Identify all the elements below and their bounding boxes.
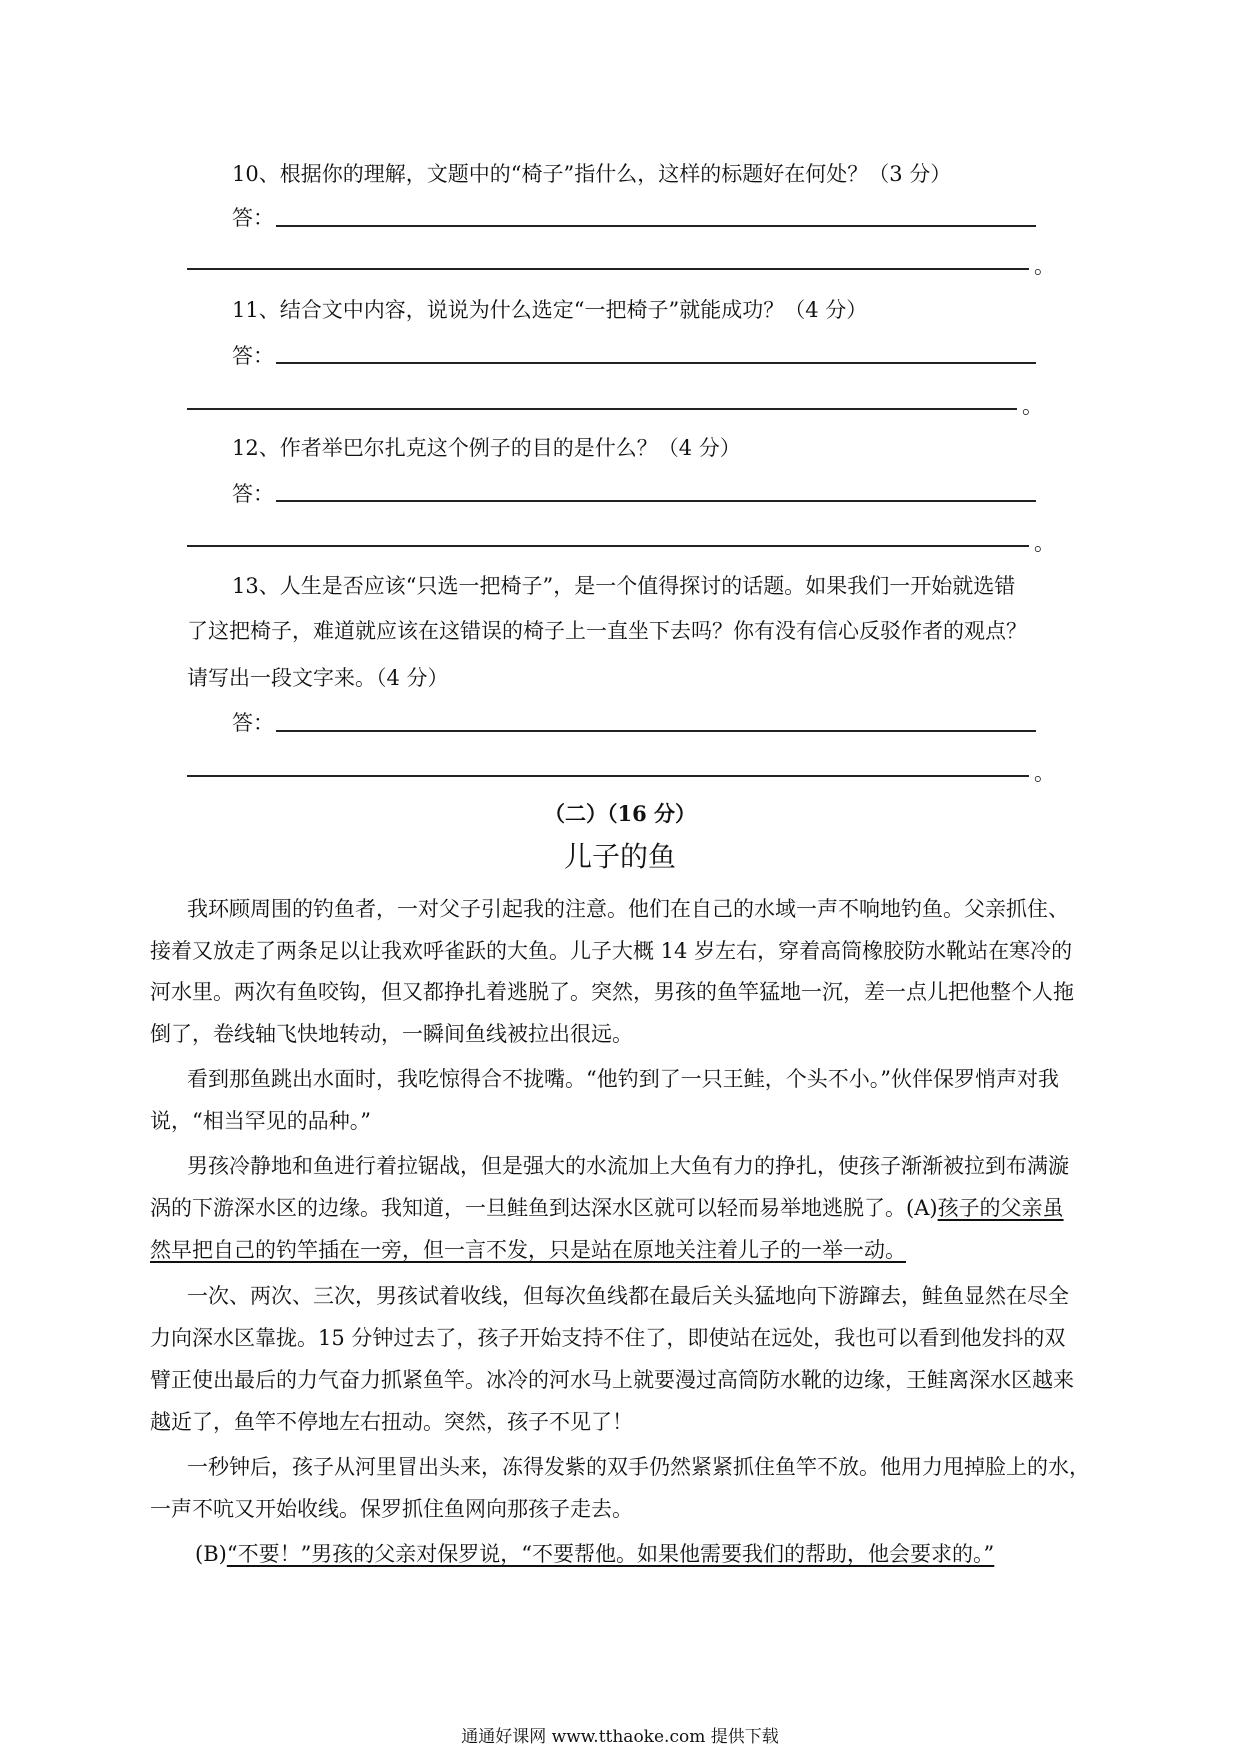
- period-13: 。: [1034, 761, 1055, 785]
- answer-line-12a[interactable]: [276, 500, 1036, 502]
- answer-label-13: 答：: [232, 711, 274, 735]
- answer-line-10b[interactable]: [187, 268, 1029, 270]
- answer-label-10: 答：: [232, 206, 274, 230]
- underlined-sentence-a-end: 然早把自己的钓竿插在一旁，但一言不发，只是站在原地关注着儿子的一举一动。: [150, 1238, 906, 1262]
- passage-p1-line4: 倒了，卷线轴飞快地转动，一瞬间鱼线被拉出很远。: [150, 1022, 633, 1046]
- period-11: 。: [1022, 394, 1043, 418]
- passage-p2-line1: 看到那鱼跳出水面时，我吃惊得合不拢嘴。“他钓到了一只王鲑，个头不小。”伙伴保罗悄声对我: [187, 1067, 1059, 1091]
- period-12: 。: [1034, 531, 1055, 555]
- passage-p6-line1: [195, 1538, 1145, 1568]
- passage-p5-line2: 一声不吭又开始收线。保罗抓住鱼网向那孩子走去。: [150, 1497, 633, 1521]
- question-10: 10、根据你的理解，文题中的“椅子”指什么，这样的标题好在何处？（3 分）: [232, 162, 952, 186]
- answer-line-13a[interactable]: [276, 730, 1036, 732]
- answer-line-12b[interactable]: [187, 545, 1029, 547]
- answer-label-12: 答：: [232, 482, 274, 506]
- question-13-line2: 了这把椅子，难道就应该在这错误的椅子上一直坐下去吗？你有没有信心反驳作者的观点？: [187, 619, 1027, 643]
- sentence-b-label: (B): [195, 1542, 227, 1566]
- passage-p4-line2: 力向深水区靠拢。15 分钟过去了，孩子开始支持不住了，即使站在远处，我也可以看到他发抖的双: [150, 1326, 1066, 1350]
- underlined-sentence-a-start: 孩子的父亲虽: [937, 1196, 1064, 1220]
- passage-p1-line2: 接着又放走了两条足以让我欢呼雀跃的大鱼。儿子大概 14 岁左右，穿着高筒橡胶防水靴站在寒冷的: [150, 939, 1073, 963]
- section-heading: （二）（16 分）: [543, 801, 697, 826]
- passage-p4-line3: 臂正使出最后的力气奋力抓紧鱼竿。冰冷的河水马上就要漫过高筒防水靴的边缘，王鲑离深水区越来: [150, 1368, 1074, 1392]
- passage-p2-line2: 说，“相当罕见的品种。”: [150, 1109, 371, 1133]
- answer-label-11: 答：: [232, 344, 274, 368]
- period-10: 。: [1034, 254, 1055, 278]
- underlined-sentence-b: “不要！”男孩的父亲对保罗说，“不要帮他。如果他需要我们的帮助，他会要求的。”: [226, 1542, 995, 1566]
- question-11: 11、结合文中内容，说说为什么选定“一把椅子”就能成功？（4 分）: [232, 298, 868, 322]
- passage-p3-line3: [150, 1234, 1100, 1264]
- passage-p1-line1: 我环顾周围的钓鱼者，一对父子引起我的注意。他们在自己的水域一声不响地钓鱼。父亲抓住、: [187, 897, 1069, 921]
- question-13-line1: 13、人生是否应该“只选一把椅子”，是一个值得探讨的话题。如果我们一开始就选错: [232, 574, 1016, 598]
- passage-p4-line1: 一次、两次、三次，男孩试着收线，但每次鱼线都在最后关头猛地向下游蹿去，鲑鱼显然在尽全: [187, 1284, 1069, 1308]
- passage-p3-line2: [150, 1192, 1100, 1222]
- passage-p5-line1: 一秒钟后，孩子从河里冒出头来，冻得发紫的双手仍然紧紧抓住鱼竿不放。他用力甩掉脸上的水，: [187, 1455, 1090, 1479]
- question-12: 12、作者举巴尔扎克这个例子的目的是什么？（4 分）: [232, 436, 741, 460]
- passage-p3-line2-text: 涡的下游深水区的边缘。我知道，一旦鲑鱼到达深水区就可以轻而易举地逃脱了。(A): [150, 1196, 938, 1220]
- passage-p4-line4: 越近了，鱼竿不停地左右扭动。突然，孩子不见了！: [150, 1410, 633, 1434]
- passage-p3-line1: 男孩冷静地和鱼进行着拉锯战，但是强大的水流加上大鱼有力的挣扎，使孩子渐渐被拉到布满漩: [187, 1154, 1069, 1178]
- question-13-line3: 请写出一段文字来。（4 分）: [187, 666, 449, 690]
- answer-line-11b[interactable]: [187, 408, 1017, 410]
- answer-line-10a[interactable]: [276, 225, 1036, 227]
- passage-p1-line3: 河水里。两次有鱼咬钩，但又都挣扎着逃脱了。突然，男孩的鱼竿猛地一沉，差一点儿把他整个人拖: [150, 980, 1074, 1004]
- answer-line-13b[interactable]: [187, 775, 1029, 777]
- passage-title: 儿子的鱼: [563, 840, 676, 873]
- answer-line-11a[interactable]: [276, 362, 1036, 364]
- footer-source: 通通好课网 www.tthaoke.com 提供下载: [461, 1727, 779, 1747]
